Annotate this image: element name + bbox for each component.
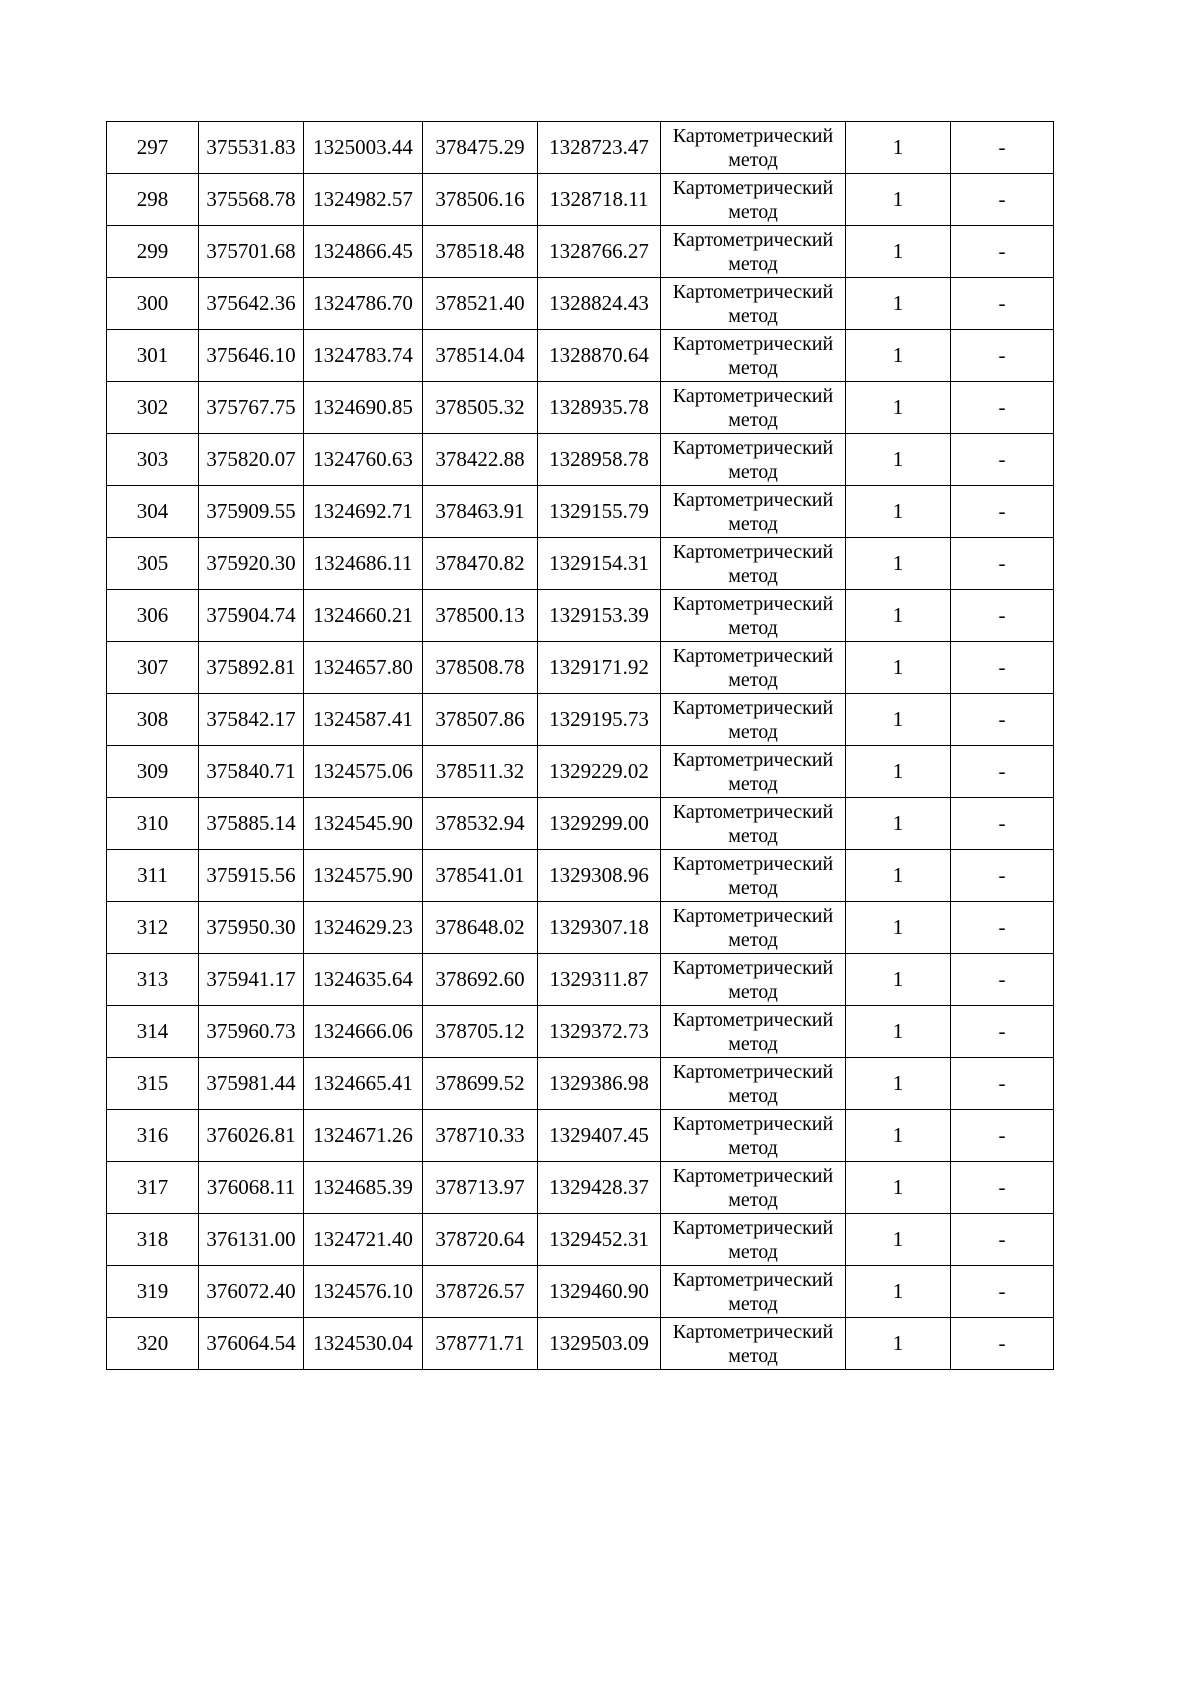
table-row (107, 1110, 1054, 1162)
accuracy-cell: 1 (846, 174, 951, 226)
method-line-2: метод (728, 1084, 778, 1107)
x-coordinate-alt-cell: 378541.01 (423, 850, 538, 902)
method-line-2: метод (728, 928, 778, 951)
method-line-2: метод (728, 564, 778, 587)
table-row (107, 1214, 1054, 1266)
x-coordinate-alt-cell: 378507.86 (423, 694, 538, 746)
method-line-1: Картометрический (672, 1268, 834, 1291)
x-coordinate-cell: 376072.40 (199, 1266, 304, 1318)
method-cell (661, 954, 846, 1006)
y-coordinate-alt-cell: 1329452.31 (538, 1214, 661, 1266)
note-cell: - (951, 954, 1054, 1006)
method-line-1: Картометрический (672, 124, 834, 147)
y-coordinate-cell: 1324575.06 (304, 746, 423, 798)
method-line-2: метод (728, 1032, 778, 1055)
method-line-1: Картометрический (672, 488, 834, 511)
method-cell (661, 1162, 846, 1214)
y-coordinate-cell: 1324575.90 (304, 850, 423, 902)
table-row (107, 1162, 1054, 1214)
y-coordinate-alt-cell: 1328935.78 (538, 382, 661, 434)
method-line-1: Картометрический (672, 1112, 834, 1135)
method-line-2: метод (728, 616, 778, 639)
x-coordinate-alt-cell: 378692.60 (423, 954, 538, 1006)
method-cell (661, 122, 846, 174)
y-coordinate-alt-cell: 1329407.45 (538, 1110, 661, 1162)
y-coordinate-cell: 1324629.23 (304, 902, 423, 954)
point-number-cell: 316 (107, 1110, 199, 1162)
y-coordinate-alt-cell: 1329460.90 (538, 1266, 661, 1318)
method-line-2: метод (728, 980, 778, 1003)
method-cell (661, 694, 846, 746)
y-coordinate-cell: 1324657.80 (304, 642, 423, 694)
y-coordinate-alt-cell: 1329299.00 (538, 798, 661, 850)
accuracy-cell: 1 (846, 382, 951, 434)
coordinates-table (106, 121, 1054, 1370)
x-coordinate-alt-cell: 378463.91 (423, 486, 538, 538)
table-row (107, 382, 1054, 434)
point-number-cell: 306 (107, 590, 199, 642)
method-cell (661, 642, 846, 694)
method-cell (661, 1110, 846, 1162)
x-coordinate-cell: 375920.30 (199, 538, 304, 590)
table-row (107, 590, 1054, 642)
x-coordinate-cell: 375701.68 (199, 226, 304, 278)
point-number-cell: 304 (107, 486, 199, 538)
x-coordinate-cell: 375915.56 (199, 850, 304, 902)
accuracy-cell: 1 (846, 1110, 951, 1162)
accuracy-cell: 1 (846, 538, 951, 590)
note-cell: - (951, 798, 1054, 850)
y-coordinate-alt-cell: 1329428.37 (538, 1162, 661, 1214)
table-row (107, 434, 1054, 486)
note-cell: - (951, 850, 1054, 902)
accuracy-cell: 1 (846, 1006, 951, 1058)
x-coordinate-cell: 375885.14 (199, 798, 304, 850)
accuracy-cell: 1 (846, 954, 951, 1006)
accuracy-cell: 1 (846, 1058, 951, 1110)
accuracy-cell: 1 (846, 226, 951, 278)
accuracy-cell: 1 (846, 850, 951, 902)
method-line-1: Картометрический (672, 280, 834, 303)
table-row (107, 694, 1054, 746)
note-cell: - (951, 1162, 1054, 1214)
method-line-1: Картометрический (672, 436, 834, 459)
accuracy-cell: 1 (846, 486, 951, 538)
x-coordinate-alt-cell: 378532.94 (423, 798, 538, 850)
y-coordinate-cell: 1324671.26 (304, 1110, 423, 1162)
method-line-2: метод (728, 200, 778, 223)
y-coordinate-alt-cell: 1328723.47 (538, 122, 661, 174)
x-coordinate-alt-cell: 378500.13 (423, 590, 538, 642)
method-line-2: метод (728, 720, 778, 743)
y-coordinate-cell: 1324866.45 (304, 226, 423, 278)
point-number-cell: 319 (107, 1266, 199, 1318)
y-coordinate-alt-cell: 1328870.64 (538, 330, 661, 382)
method-cell (661, 382, 846, 434)
table-body (107, 122, 1054, 1370)
y-coordinate-alt-cell: 1329195.73 (538, 694, 661, 746)
x-coordinate-cell: 376026.81 (199, 1110, 304, 1162)
method-line-1: Картометрический (672, 540, 834, 563)
method-line-1: Картометрический (672, 1008, 834, 1031)
x-coordinate-cell: 375892.81 (199, 642, 304, 694)
table-row (107, 1006, 1054, 1058)
accuracy-cell: 1 (846, 278, 951, 330)
note-cell: - (951, 330, 1054, 382)
point-number-cell: 308 (107, 694, 199, 746)
method-cell (661, 746, 846, 798)
x-coordinate-cell: 375981.44 (199, 1058, 304, 1110)
y-coordinate-cell: 1325003.44 (304, 122, 423, 174)
point-number-cell: 297 (107, 122, 199, 174)
y-coordinate-alt-cell: 1329155.79 (538, 486, 661, 538)
note-cell: - (951, 1266, 1054, 1318)
x-coordinate-cell: 375767.75 (199, 382, 304, 434)
point-number-cell: 320 (107, 1318, 199, 1370)
y-coordinate-alt-cell: 1329503.09 (538, 1318, 661, 1370)
method-line-1: Картометрический (672, 852, 834, 875)
method-line-2: метод (728, 252, 778, 275)
note-cell: - (951, 590, 1054, 642)
table-row (107, 850, 1054, 902)
accuracy-cell: 1 (846, 122, 951, 174)
method-cell (661, 486, 846, 538)
method-line-2: метод (728, 1240, 778, 1263)
method-cell (661, 1058, 846, 1110)
method-line-2: метод (728, 1292, 778, 1315)
table-row (107, 538, 1054, 590)
note-cell: - (951, 434, 1054, 486)
y-coordinate-cell: 1324692.71 (304, 486, 423, 538)
y-coordinate-cell: 1324760.63 (304, 434, 423, 486)
method-line-1: Картометрический (672, 904, 834, 927)
note-cell: - (951, 1006, 1054, 1058)
note-cell: - (951, 278, 1054, 330)
table-row (107, 330, 1054, 382)
x-coordinate-cell: 375960.73 (199, 1006, 304, 1058)
y-coordinate-alt-cell: 1329229.02 (538, 746, 661, 798)
y-coordinate-cell: 1324576.10 (304, 1266, 423, 1318)
point-number-cell: 317 (107, 1162, 199, 1214)
method-line-2: метод (728, 824, 778, 847)
x-coordinate-cell: 376131.00 (199, 1214, 304, 1266)
x-coordinate-cell: 375842.17 (199, 694, 304, 746)
method-line-1: Картометрический (672, 332, 834, 355)
table-row (107, 642, 1054, 694)
point-number-cell: 314 (107, 1006, 199, 1058)
note-cell: - (951, 902, 1054, 954)
method-line-2: метод (728, 148, 778, 171)
y-coordinate-cell: 1324982.57 (304, 174, 423, 226)
table-row (107, 122, 1054, 174)
table-row (107, 746, 1054, 798)
y-coordinate-alt-cell: 1329154.31 (538, 538, 661, 590)
note-cell: - (951, 538, 1054, 590)
method-line-2: метод (728, 1136, 778, 1159)
y-coordinate-cell: 1324686.11 (304, 538, 423, 590)
method-line-2: метод (728, 1344, 778, 1367)
y-coordinate-alt-cell: 1329308.96 (538, 850, 661, 902)
method-line-1: Картометрический (672, 176, 834, 199)
method-line-2: метод (728, 460, 778, 483)
table-row (107, 1058, 1054, 1110)
accuracy-cell: 1 (846, 694, 951, 746)
accuracy-cell: 1 (846, 902, 951, 954)
note-cell: - (951, 694, 1054, 746)
x-coordinate-alt-cell: 378521.40 (423, 278, 538, 330)
point-number-cell: 318 (107, 1214, 199, 1266)
accuracy-cell: 1 (846, 798, 951, 850)
x-coordinate-alt-cell: 378514.04 (423, 330, 538, 382)
y-coordinate-cell: 1324666.06 (304, 1006, 423, 1058)
x-coordinate-alt-cell: 378475.29 (423, 122, 538, 174)
point-number-cell: 315 (107, 1058, 199, 1110)
method-cell (661, 226, 846, 278)
x-coordinate-alt-cell: 378648.02 (423, 902, 538, 954)
method-line-2: метод (728, 1188, 778, 1211)
x-coordinate-alt-cell: 378699.52 (423, 1058, 538, 1110)
y-coordinate-alt-cell: 1328766.27 (538, 226, 661, 278)
method-cell (661, 1214, 846, 1266)
y-coordinate-alt-cell: 1329386.98 (538, 1058, 661, 1110)
method-line-1: Картометрический (672, 1216, 834, 1239)
point-number-cell: 307 (107, 642, 199, 694)
point-number-cell: 305 (107, 538, 199, 590)
y-coordinate-alt-cell: 1328958.78 (538, 434, 661, 486)
method-line-1: Картометрический (672, 1164, 834, 1187)
accuracy-cell: 1 (846, 1318, 951, 1370)
x-coordinate-cell: 375531.83 (199, 122, 304, 174)
accuracy-cell: 1 (846, 746, 951, 798)
point-number-cell: 301 (107, 330, 199, 382)
y-coordinate-alt-cell: 1328718.11 (538, 174, 661, 226)
x-coordinate-alt-cell: 378771.71 (423, 1318, 538, 1370)
y-coordinate-alt-cell: 1329171.92 (538, 642, 661, 694)
x-coordinate-alt-cell: 378508.78 (423, 642, 538, 694)
method-line-1: Картометрический (672, 592, 834, 615)
y-coordinate-cell: 1324587.41 (304, 694, 423, 746)
y-coordinate-cell: 1324786.70 (304, 278, 423, 330)
method-line-2: метод (728, 304, 778, 327)
method-line-1: Картометрический (672, 384, 834, 407)
method-line-1: Картометрический (672, 644, 834, 667)
accuracy-cell: 1 (846, 590, 951, 642)
y-coordinate-cell: 1324721.40 (304, 1214, 423, 1266)
x-coordinate-alt-cell: 378422.88 (423, 434, 538, 486)
y-coordinate-cell: 1324665.41 (304, 1058, 423, 1110)
x-coordinate-cell: 376068.11 (199, 1162, 304, 1214)
x-coordinate-alt-cell: 378505.32 (423, 382, 538, 434)
x-coordinate-cell: 375568.78 (199, 174, 304, 226)
x-coordinate-cell: 376064.54 (199, 1318, 304, 1370)
point-number-cell: 299 (107, 226, 199, 278)
x-coordinate-cell: 375904.74 (199, 590, 304, 642)
y-coordinate-cell: 1324660.21 (304, 590, 423, 642)
x-coordinate-cell: 375840.71 (199, 746, 304, 798)
x-coordinate-alt-cell: 378705.12 (423, 1006, 538, 1058)
method-line-2: метод (728, 876, 778, 899)
note-cell: - (951, 746, 1054, 798)
y-coordinate-cell: 1324635.64 (304, 954, 423, 1006)
note-cell: - (951, 226, 1054, 278)
method-cell (661, 174, 846, 226)
x-coordinate-alt-cell: 378518.48 (423, 226, 538, 278)
method-cell (661, 850, 846, 902)
accuracy-cell: 1 (846, 330, 951, 382)
method-cell (661, 1006, 846, 1058)
method-line-2: метод (728, 772, 778, 795)
note-cell: - (951, 1058, 1054, 1110)
table-row (107, 174, 1054, 226)
table-row (107, 486, 1054, 538)
y-coordinate-alt-cell: 1329307.18 (538, 902, 661, 954)
x-coordinate-cell: 375820.07 (199, 434, 304, 486)
x-coordinate-cell: 375646.10 (199, 330, 304, 382)
y-coordinate-cell: 1324783.74 (304, 330, 423, 382)
table-row (107, 1266, 1054, 1318)
y-coordinate-cell: 1324545.90 (304, 798, 423, 850)
x-coordinate-alt-cell: 378710.33 (423, 1110, 538, 1162)
note-cell: - (951, 1318, 1054, 1370)
table-row (107, 954, 1054, 1006)
method-line-1: Картометрический (672, 956, 834, 979)
method-line-1: Картометрический (672, 800, 834, 823)
method-line-1: Картометрический (672, 748, 834, 771)
accuracy-cell: 1 (846, 1214, 951, 1266)
x-coordinate-alt-cell: 378470.82 (423, 538, 538, 590)
method-cell (661, 330, 846, 382)
accuracy-cell: 1 (846, 1162, 951, 1214)
note-cell: - (951, 486, 1054, 538)
x-coordinate-cell: 375909.55 (199, 486, 304, 538)
method-cell (661, 1318, 846, 1370)
note-cell: - (951, 1110, 1054, 1162)
point-number-cell: 302 (107, 382, 199, 434)
note-cell: - (951, 382, 1054, 434)
point-number-cell: 298 (107, 174, 199, 226)
y-coordinate-alt-cell: 1329311.87 (538, 954, 661, 1006)
note-cell: - (951, 174, 1054, 226)
method-line-2: метод (728, 512, 778, 535)
y-coordinate-cell: 1324690.85 (304, 382, 423, 434)
point-number-cell: 300 (107, 278, 199, 330)
method-line-1: Картометрический (672, 696, 834, 719)
accuracy-cell: 1 (846, 434, 951, 486)
method-cell (661, 434, 846, 486)
note-cell: - (951, 642, 1054, 694)
accuracy-cell: 1 (846, 1266, 951, 1318)
x-coordinate-cell: 375642.36 (199, 278, 304, 330)
note-cell: - (951, 1214, 1054, 1266)
x-coordinate-alt-cell: 378726.57 (423, 1266, 538, 1318)
y-coordinate-alt-cell: 1329153.39 (538, 590, 661, 642)
method-line-2: метод (728, 356, 778, 379)
point-number-cell: 313 (107, 954, 199, 1006)
method-cell (661, 278, 846, 330)
note-cell: - (951, 122, 1054, 174)
point-number-cell: 310 (107, 798, 199, 850)
point-number-cell: 303 (107, 434, 199, 486)
method-line-1: Картометрический (672, 228, 834, 251)
point-number-cell: 312 (107, 902, 199, 954)
x-coordinate-cell: 375941.17 (199, 954, 304, 1006)
table-row (107, 226, 1054, 278)
y-coordinate-cell: 1324685.39 (304, 1162, 423, 1214)
table-row (107, 1318, 1054, 1370)
x-coordinate-alt-cell: 378720.64 (423, 1214, 538, 1266)
x-coordinate-cell: 375950.30 (199, 902, 304, 954)
method-cell (661, 590, 846, 642)
method-line-2: метод (728, 668, 778, 691)
table-row (107, 278, 1054, 330)
method-cell (661, 798, 846, 850)
x-coordinate-alt-cell: 378506.16 (423, 174, 538, 226)
method-line-1: Картометрический (672, 1060, 834, 1083)
y-coordinate-alt-cell: 1329372.73 (538, 1006, 661, 1058)
method-cell (661, 1266, 846, 1318)
method-line-1: Картометрический (672, 1320, 834, 1343)
table-row (107, 798, 1054, 850)
y-coordinate-alt-cell: 1328824.43 (538, 278, 661, 330)
method-cell (661, 902, 846, 954)
x-coordinate-alt-cell: 378713.97 (423, 1162, 538, 1214)
table-row (107, 902, 1054, 954)
accuracy-cell: 1 (846, 642, 951, 694)
y-coordinate-cell: 1324530.04 (304, 1318, 423, 1370)
x-coordinate-alt-cell: 378511.32 (423, 746, 538, 798)
method-line-2: метод (728, 408, 778, 431)
point-number-cell: 309 (107, 746, 199, 798)
method-cell (661, 538, 846, 590)
point-number-cell: 311 (107, 850, 199, 902)
